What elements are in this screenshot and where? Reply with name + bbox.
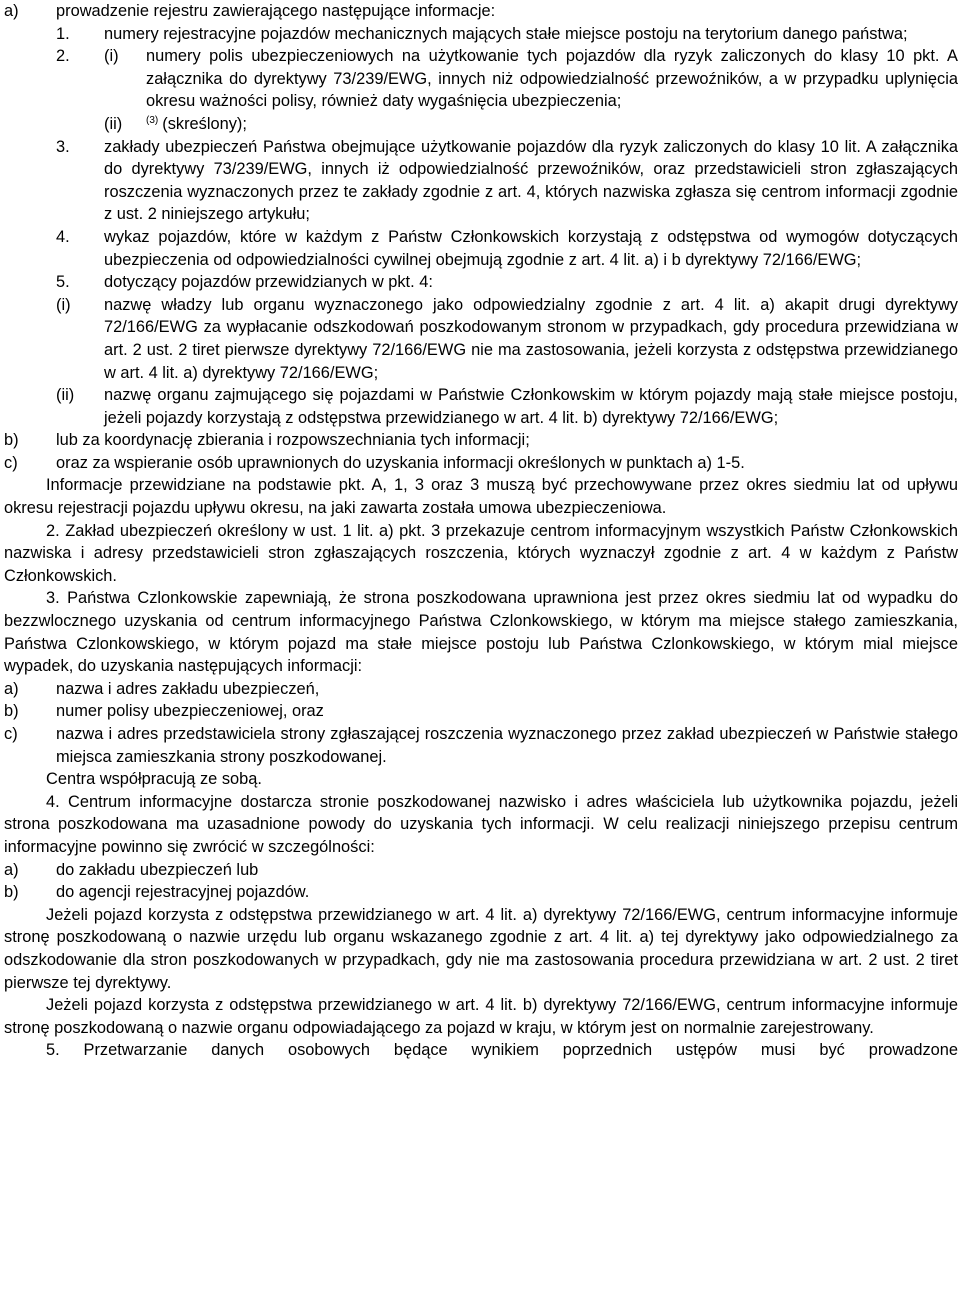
item-text: do zakładu ubezpieczeń lub — [56, 860, 259, 879]
p4-item-a — [4, 859, 958, 882]
item-marker: c) — [4, 453, 18, 472]
item-marker: 2. — [56, 47, 70, 66]
item-a — [4, 0, 958, 23]
paragraph-3-after: Centra współpracują ze sobą. — [46, 770, 262, 789]
item-marker: a) — [4, 679, 19, 698]
item-a-5-i — [56, 294, 958, 384]
p3-item-a — [4, 678, 958, 701]
item-text: dotyczący pojazdów przewidzianych w pkt. 4: — [104, 273, 433, 292]
item-a-5-ii — [56, 384, 958, 429]
item-text: zakłady ubezpieczeń Państwa obejmujące użytkowanie pojazdów dla ryzyk zaliczonych do klasy 10 lit. A załącznika do dyrektywy 73/239/EWG, innych iż odpowiedzialność przewoźników, oraz przedstawicieli stron zgłaszających roszczenia wyznaczonych przez te zakłady zgodnie z art. 4, których nazwiska zgłasza się centrom informacji zgodnie z ust. 2 niniejszego artykułu; — [104, 137, 958, 224]
item-text: numery polis ubezpieczeniowych na użytkowanie tych pojazdów dla ryzyk zaliczonych do klasy 10 pkt. A załącznika do dyrektywy 73/239/EWG, innych niż odpowiedzialność przewoźników, a w przypadku uplynięcia okresu ważności polisy, również daty wygaśnięcia ubezpieczenia; — [146, 47, 958, 111]
p4-item-b — [4, 881, 958, 904]
paragraph-4-b: Jeżeli pojazd korzysta z odstępstwa przewidzianego w art. 4 lit. b) dyrektywy 72/166/EWG, centrum informacyjne informuje stronę poszkodowaną o nazwie organu odpowiadającego za pojazd w kraju, w którym jest on normalnie zarejestrowany. — [4, 996, 958, 1037]
item-marker: a) — [4, 2, 19, 20]
item-marker: (i) — [104, 47, 119, 66]
item-text: prowadzenie rejestru zawierającego następujące informacje: — [56, 2, 496, 20]
item-text: nazwa i adres zakładu ubezpieczeń, — [56, 679, 320, 698]
item-a-2-i — [104, 45, 958, 113]
item-marker: (ii) — [56, 386, 75, 405]
item-text: numery rejestracyjne pojazdów mechanicznych mających stałe miejsce postoju na terytorium danego państwa; — [104, 24, 908, 43]
item-marker: (ii) — [104, 114, 123, 133]
item-text: (skreślony); — [162, 114, 247, 133]
item-marker: 4. — [56, 227, 70, 246]
paragraph-5: 5. Przetwarzanie danych osobowych będące wynikiem poprzednich ustępów musi być prowadzone — [46, 1041, 958, 1060]
item-a-2-ii — [104, 113, 958, 136]
item-text: nazwa i adres przedstawiciela strony zgłaszającej roszczenia wyznaczonego przez zakład ubezpieczeń w Państwie stałego miejsca zamieszkania strony poszkodowanej. — [56, 725, 958, 766]
item-a-5 — [56, 271, 958, 294]
item-marker: (i) — [56, 295, 71, 314]
paragraph-2: 2. Zakład ubezpieczeń określony w ust. 1 lit. a) pkt. 3 przekazuje centrom informacyjnym wszystkich Państw Członkowskich nazwiska i adresy przedstawicieli stron zgłaszających roszczenia, których wyznaczył zgodnie z art. 4 w każdym z Państw Członkowskich. — [4, 521, 958, 585]
item-marker: b) — [4, 702, 19, 721]
item-text: do agencji rejestracyjnej pojazdów. — [56, 883, 310, 902]
item-text: oraz za wspieranie osób uprawnionych do uzyskania informacji określonych w punktach a) 1-5. — [56, 453, 745, 472]
item-a-1 — [56, 23, 958, 46]
item-marker: 3. — [56, 137, 70, 156]
paragraph-3: 3. Państwa Czlonkowskie zapewniają, że strona poszkodowana uprawniona jest przez okres siedmiu lat od wypadku do bezzwlocznego uzyskania od centrum informacyjnego Państwa Czlonkowskiego, w którym ma miejsce stałego zamieszkania, Państwa Czlonkowskiego, w którym pojazd ma stałe miejsce postoju lub Państwa Czlonkowskiego, w którym mial miejsce wypadek, do uzyskania następujących informacji: — [4, 589, 958, 676]
item-a-3 — [56, 136, 958, 226]
item-marker: a) — [4, 860, 19, 879]
footnote-ref: (3) — [146, 114, 159, 126]
item-marker: b) — [4, 883, 19, 902]
paragraph-4: 4. Centrum informacyjne dostarcza stronie poszkodowanej nazwisko i adres właściciela lub użytkownika pojazdu, jeżeli strona poszkodowana ma uzasadnione powody do uzyskania tych informacji. W celu realizacji niniejszego przepisu centrum informacyjne powinno się zwrócić w szczególności: — [4, 792, 958, 856]
item-marker: 1. — [56, 24, 70, 43]
paragraph-4-a: Jeżeli pojazd korzysta z odstępstwa przewidzianego w art. 4 lit. a) dyrektywy 72/166/EWG, centrum informacyjne informuje stronę poszkodowaną o nazwie urzędu lub organu wskazanego zgodnie z art. 4 lit. a) tej dyrektywy jako odpowiedzialnego za odszkodowanie dla stron poszkodowanych w przypadkach, gdy nie ma zastosowania procedura przewidziana w art. 2 ust. 2 tiret pierwsze tej dyrektywy. — [4, 905, 958, 992]
item-text: nazwę władzy lub organu wyznaczonego jako odpowiedzialny zgodnie z art. 4 lit. a) akapit drugi dyrektywy 72/166/EWG za wypłacanie odszkodowań poszkodowanym stronom w przypadkach, gdy procedura przewidziana w art. 2 ust. 2 tiret pierwsze dyrektywy 72/166/EWG nie ma zastosowania, jeżeli korzysta z odstępstwa przewidzianego w art. 4 lit. a) dyrektywy 72/166/EWG; — [104, 295, 958, 382]
item-marker: c) — [4, 725, 18, 743]
item-marker: 5. — [56, 273, 70, 292]
item-b — [4, 429, 958, 452]
item-marker: b) — [4, 431, 19, 450]
item-text: wykaz pojazdów, które w każdym z Państw Członkowskich korzystają z odstępstwa od wymogów dotyczących ubezpieczenia od odpowiedzialności cywilnej obejmują zgodnie z art. 4 lit. a) i b dyrektywy 72/166/EWG; — [104, 227, 958, 269]
item-text: lub za koordynację zbierania i rozpowszechniania tych informacji; — [56, 431, 530, 450]
item-text: nazwę organu zajmującego się pojazdami w Państwie Członkowskim w którym pojazdy mają stałe miejsce postoju, jeżeli pojazdy korzystają z odstępstwa przewidzianego w art. 4 lit. b) dyrektywy 72/166/EWG; — [104, 386, 958, 427]
p3-item-b — [4, 700, 958, 723]
item-text: numer polisy ubezpieczeniowej, oraz — [56, 702, 324, 721]
p3-item-c — [4, 723, 958, 768]
item-c — [4, 452, 958, 475]
document-page — [4, 0, 958, 1062]
item-a-4 — [56, 226, 958, 271]
paragraph-info: Informacje przewidziane na podstawie pkt. A, 1, 3 oraz 3 muszą być przechowywane przez okres siedmiu lat od upływu okresu rejestracji pojazdu upływu okresu, na jaki zawarta została umowa ubezpieczeniowa. — [4, 476, 958, 518]
item-a-2 — [56, 45, 958, 113]
